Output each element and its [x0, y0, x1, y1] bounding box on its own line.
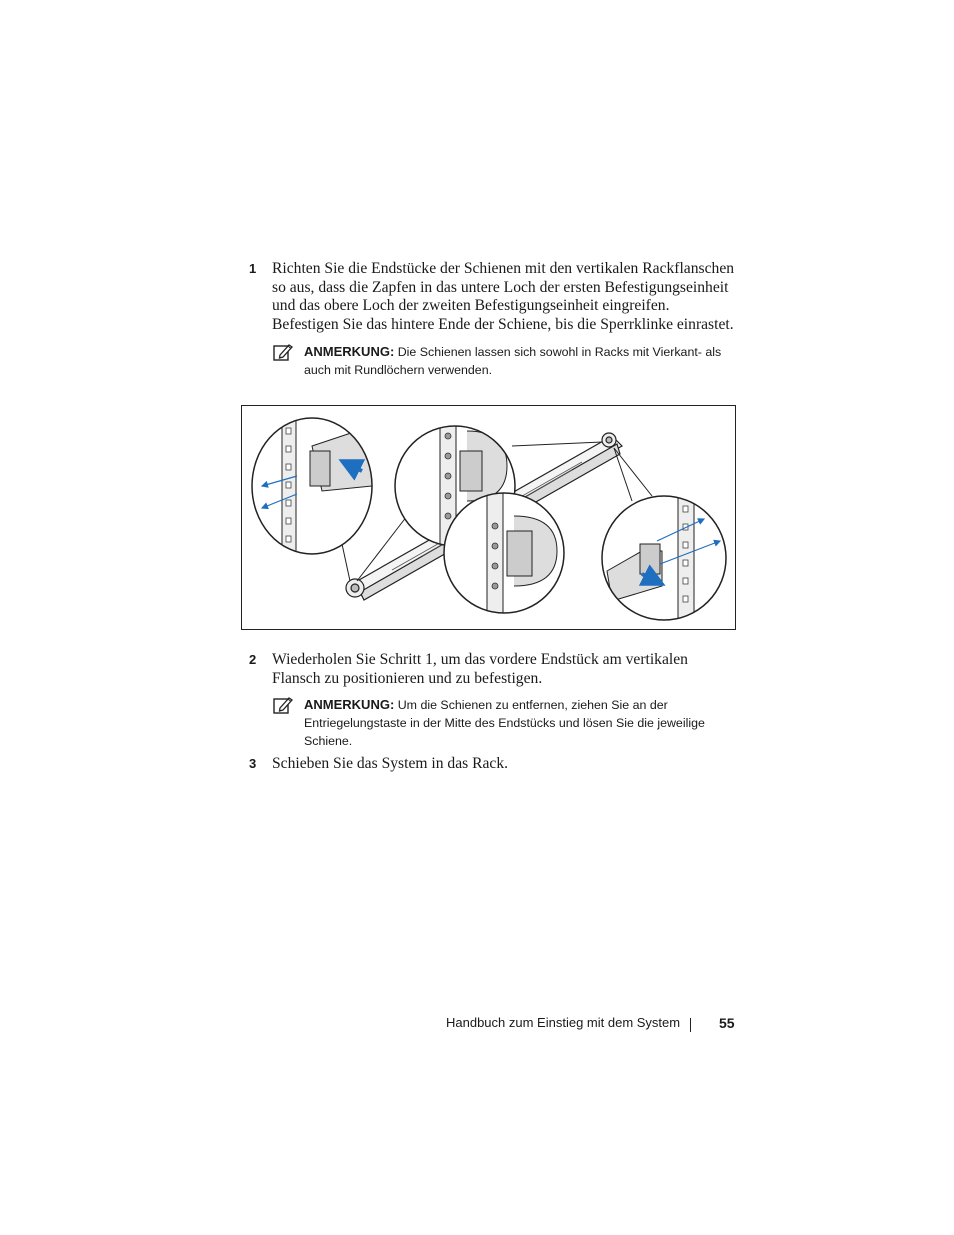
page-number: 55 [719, 1015, 735, 1031]
step-2 [249, 651, 739, 688]
step-text: Schieben Sie das System in das Rack. [272, 755, 509, 772]
rail-installation-illustration [242, 406, 735, 629]
note-text: Um die Schienen zu entfernen, ziehen Sie an der Entriegelungstaste in der Mitte des Endstücks und lösen Sie die jeweilige Schiene. [304, 698, 705, 748]
pencil-note-icon [273, 696, 293, 714]
note-label: ANMERKUNG: [304, 344, 395, 359]
footer-title: Handbuch zum Einstieg mit dem System [446, 1015, 681, 1030]
step-text: Richten Sie die Endstücke der Schienen mit den vertikalen Rackflanschen so aus, dass die Zapfen in das untere Loch der ersten Befestigungseinheit und das obere Loch der zweiten Befestigungseinheit eingreifen. Befestigen Sie das hintere Ende der Schiene, bis die Sperrklinke einrastet. [272, 260, 735, 333]
step-3 [249, 755, 739, 774]
pencil-note-icon [273, 343, 293, 361]
footer-separator [690, 1018, 691, 1032]
note-text: Die Schienen lassen sich sowohl in Racks mit Vierkant- als auch mit Rundlöchern verwenden. [304, 345, 722, 377]
step-number: 1 [249, 261, 257, 276]
rail-installation-figure [241, 405, 736, 630]
step-number: 2 [249, 652, 257, 667]
step-number: 3 [249, 756, 257, 771]
step-text: Wiederholen Sie Schritt 1, um das vordere Endstück am vertikalen Flansch zu positionieren und zu befestigen. [272, 651, 688, 687]
note-2 [273, 696, 743, 750]
step-1 [249, 260, 739, 334]
note-1 [273, 343, 743, 379]
note-label: ANMERKUNG: [304, 697, 395, 712]
